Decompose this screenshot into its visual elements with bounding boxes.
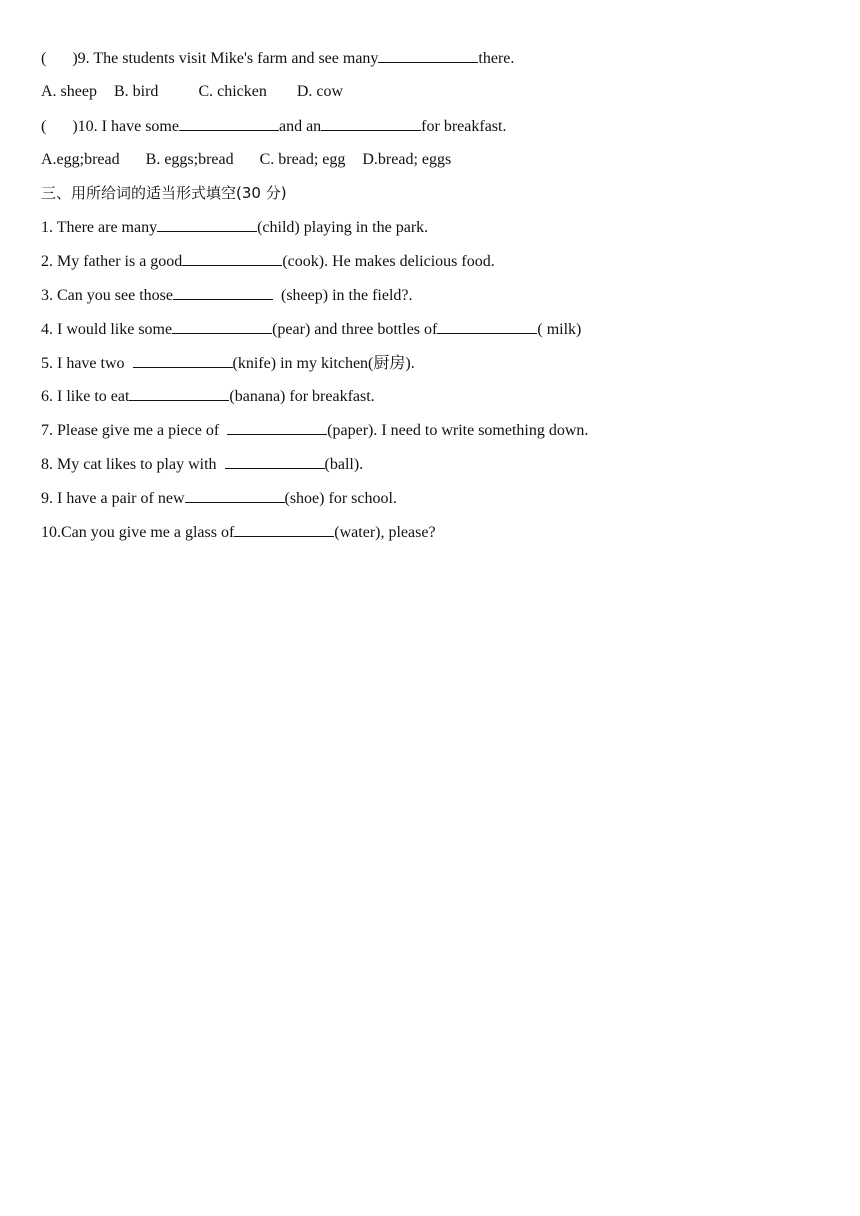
option-c: C. bread; egg xyxy=(259,151,346,168)
fill-blank[interactable] xyxy=(173,285,273,300)
fill-blank[interactable] xyxy=(321,116,421,131)
fill-blank[interactable] xyxy=(133,353,233,368)
item-text: 8. My cat likes to play with xyxy=(41,456,225,473)
option-b: B. bird xyxy=(113,83,159,100)
fill-blank[interactable] xyxy=(225,454,325,469)
item-text: (paper). I need to write something down. xyxy=(327,422,589,439)
question-10-options xyxy=(41,150,451,170)
fill-blank[interactable] xyxy=(227,420,327,435)
option-d: D. cow xyxy=(296,83,344,100)
fill-blank[interactable] xyxy=(129,386,229,401)
question-text: for breakfast. xyxy=(421,118,507,135)
item-text: (knife) in my kitchen(厨房). xyxy=(232,355,415,372)
item-text: (water), please? xyxy=(334,524,436,541)
option-b: B. eggs;bread xyxy=(145,151,234,168)
fill-blank[interactable] xyxy=(182,251,282,266)
question-text: there. xyxy=(478,50,515,67)
question-number: 9. xyxy=(77,50,90,67)
item-text: 9. I have a pair of new xyxy=(41,490,185,507)
item-text: (ball). xyxy=(324,456,364,473)
option-d: D.bread; eggs xyxy=(362,151,452,168)
item-text: (pear) and three bottles of xyxy=(272,321,438,338)
fill-item-7 xyxy=(41,420,588,440)
question-text: I have some xyxy=(101,118,179,135)
option-c: C. chicken xyxy=(198,83,267,100)
fill-item-4 xyxy=(41,319,581,339)
item-text: 6. I like to eat xyxy=(41,388,130,405)
question-9 xyxy=(41,48,514,68)
question-text: and an xyxy=(278,118,322,135)
item-text: 7. Please give me a piece of xyxy=(41,422,228,439)
answer-paren-close: ) xyxy=(72,50,78,67)
fill-item-6 xyxy=(41,386,375,406)
fill-item-2 xyxy=(41,251,495,271)
fill-item-8 xyxy=(41,454,363,474)
item-text: 10.Can you give me a glass of xyxy=(41,524,235,541)
item-text: 4. I would like some xyxy=(41,321,173,338)
question-10 xyxy=(41,116,506,136)
item-text: (cook). He makes delicious food. xyxy=(282,253,495,270)
fill-blank[interactable] xyxy=(378,48,478,63)
answer-paren-open: ( xyxy=(41,118,47,135)
item-text: (child) playing in the park. xyxy=(257,219,429,236)
option-a: A. sheep xyxy=(41,83,97,100)
option-a: A.egg;bread xyxy=(41,151,120,168)
fill-blank[interactable] xyxy=(185,488,285,503)
fill-item-10 xyxy=(41,522,436,542)
item-text: (shoe) for school. xyxy=(284,490,397,507)
fill-blank[interactable] xyxy=(179,116,279,131)
item-text: 1. There are many xyxy=(41,219,158,236)
fill-blank[interactable] xyxy=(437,319,537,334)
item-text: 5. I have two xyxy=(41,355,133,372)
section-title: 三、用所给词的适当形式填空(30 分) xyxy=(41,184,287,202)
item-text: ( milk) xyxy=(537,321,582,338)
item-text: (sheep) in the field?. xyxy=(272,287,413,304)
fill-blank[interactable] xyxy=(157,217,257,232)
item-text: 3. Can you see those xyxy=(41,287,173,304)
question-text: The students visit Mike's farm and see many xyxy=(93,50,379,67)
question-number: 10. xyxy=(77,118,98,135)
fill-blank[interactable] xyxy=(234,522,334,537)
fill-item-5 xyxy=(41,353,415,373)
question-9-options xyxy=(41,82,343,102)
fill-blank[interactable] xyxy=(172,319,272,334)
answer-paren-open: ( xyxy=(41,50,47,67)
item-text: 2. My father is a good xyxy=(41,253,183,270)
fill-item-1 xyxy=(41,217,428,237)
answer-paren-close: ) xyxy=(72,118,78,135)
fill-item-9 xyxy=(41,488,397,508)
fill-item-3 xyxy=(41,285,412,305)
item-text: (banana) for breakfast. xyxy=(229,388,375,405)
